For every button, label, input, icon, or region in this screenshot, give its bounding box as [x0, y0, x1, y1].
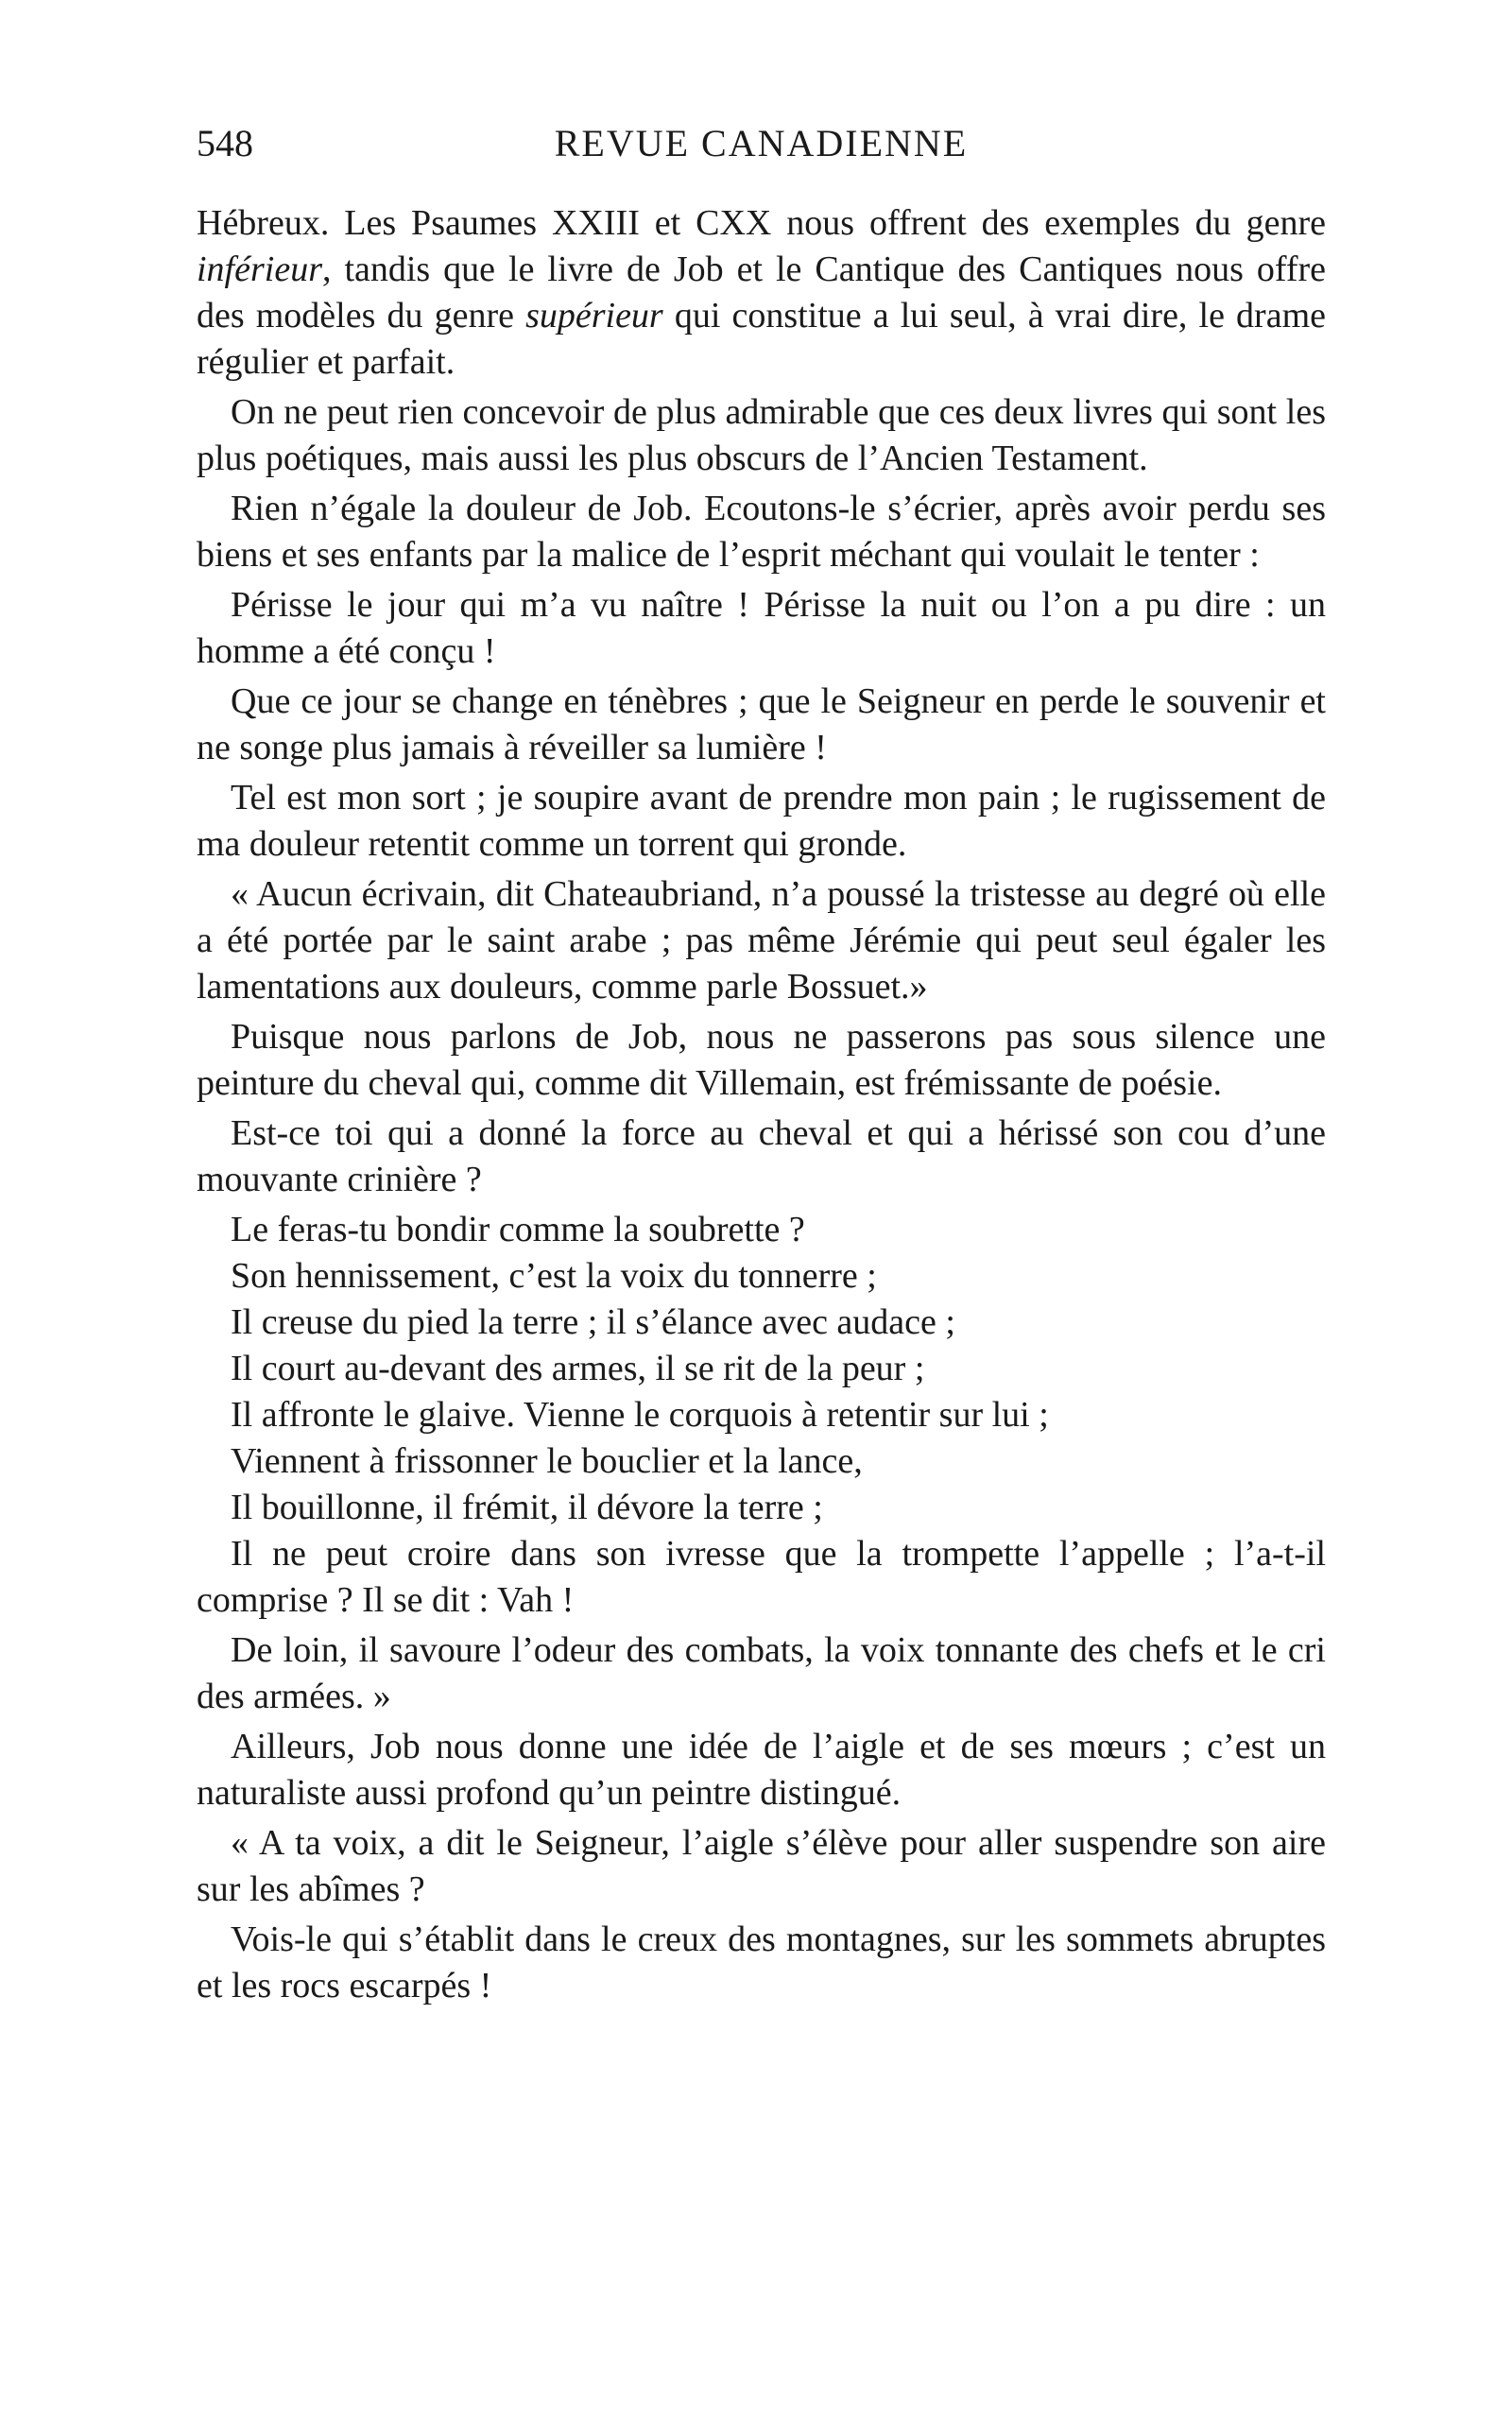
italic-term: supérieur: [525, 296, 663, 336]
paragraph: « A ta voix, a dit le Seigneur, l’aigle s’élève pour aller suspendre son aire sur les abîmes ?: [197, 1823, 1326, 1909]
paragraph: Hébreux. Les Psaumes XXIII et CXX nous offrent des exemples du genre inférieur, tandis que le livre de Job et le Cantique des Cantiques nous offre des modèles du genre supérieur qui constitue a lui seul, à vrai dire, le drame régulier et parfait.: [197, 203, 1326, 382]
verse-line: Il creuse du pied la terre ; il s’élance avec audace ;: [231, 1302, 955, 1342]
verse-line: Il affronte le glaive. Vienne le corquois à retentir sur lui ;: [231, 1395, 1049, 1435]
paragraph: Il ne peut croire dans son ivresse que la trompette l’appelle ; l’a-t-il comprise ? Il se dit : Vah !: [197, 1534, 1326, 1620]
document-page: [197, 112, 1326, 2013]
paragraph: On ne peut rien concevoir de plus admirable que ces deux livres qui sont les plus poétiques, mais aussi les plus obscurs de l’Ancien Testament.: [197, 392, 1326, 478]
paragraph: Tel est mon sort ; je soupire avant de prendre mon pain ; le rugissement de ma douleur retentit comme un torrent qui gronde.: [197, 778, 1326, 864]
page-number: 548: [197, 122, 253, 164]
verse-line: Viennent à frissonner le bouclier et la lance,: [231, 1441, 863, 1481]
paragraph: Vois-le qui s’établit dans le creux des montagnes, sur les sommets abruptes et les rocs escarpés !: [197, 1919, 1326, 2005]
verse-line: Il bouillonne, il frémit, il dévore la terre ;: [231, 1488, 823, 1527]
paragraph: Que ce jour se change en ténèbres ; que le Seigneur en perde le souvenir et ne songe plus jamais à réveiller sa lumière !: [197, 681, 1326, 767]
page-header: [197, 112, 1326, 178]
verse-line: Il court au-devant des armes, il se rit de la peur ;: [231, 1349, 925, 1388]
paragraph: De loin, il savoure l’odeur des combats, la voix tonnante des chefs et le cri des armées. »: [197, 1630, 1326, 1716]
paragraph: Est-ce toi qui a donné la force au cheval et qui a hérissé son cou d’une mouvante crinière ?: [197, 1113, 1326, 1199]
body-text: [197, 200, 1326, 2009]
paragraph: Puisque nous parlons de Job, nous ne passerons pas sous silence une peinture du cheval qui, comme dit Villemain, est frémissante de poésie.: [197, 1017, 1326, 1103]
italic-term: inférieur: [197, 250, 322, 289]
verse-line: Le feras-tu bondir comme la soubrette ?: [231, 1210, 805, 1249]
paragraph: « Aucun écrivain, dit Chateaubriand, n’a poussé la tristesse au degré où elle a été portée par le saint arabe ; pas même Jérémie qui peut seul égaler les lamentations aux douleurs, comme parle Bossuet.»: [197, 874, 1326, 1007]
running-title: REVUE CANADIENNE: [554, 122, 969, 164]
paragraph: Ailleurs, Job nous donne une idée de l’aigle et de ses mœurs ; c’est un naturaliste aussi profond qu’un peintre distingué.: [197, 1727, 1326, 1813]
verse-line: Son hennissement, c’est la voix du tonnerre ;: [231, 1256, 877, 1296]
paragraph: Rien n’égale la douleur de Job. Ecoutons-le s’écrier, après avoir perdu ses biens et ses enfants par la malice de l’esprit méchant qui voulait le tenter :: [197, 489, 1326, 575]
paragraph: Périsse le jour qui m’a vu naître ! Périsse la nuit ou l’on a pu dire : un homme a été conçu !: [197, 585, 1326, 671]
